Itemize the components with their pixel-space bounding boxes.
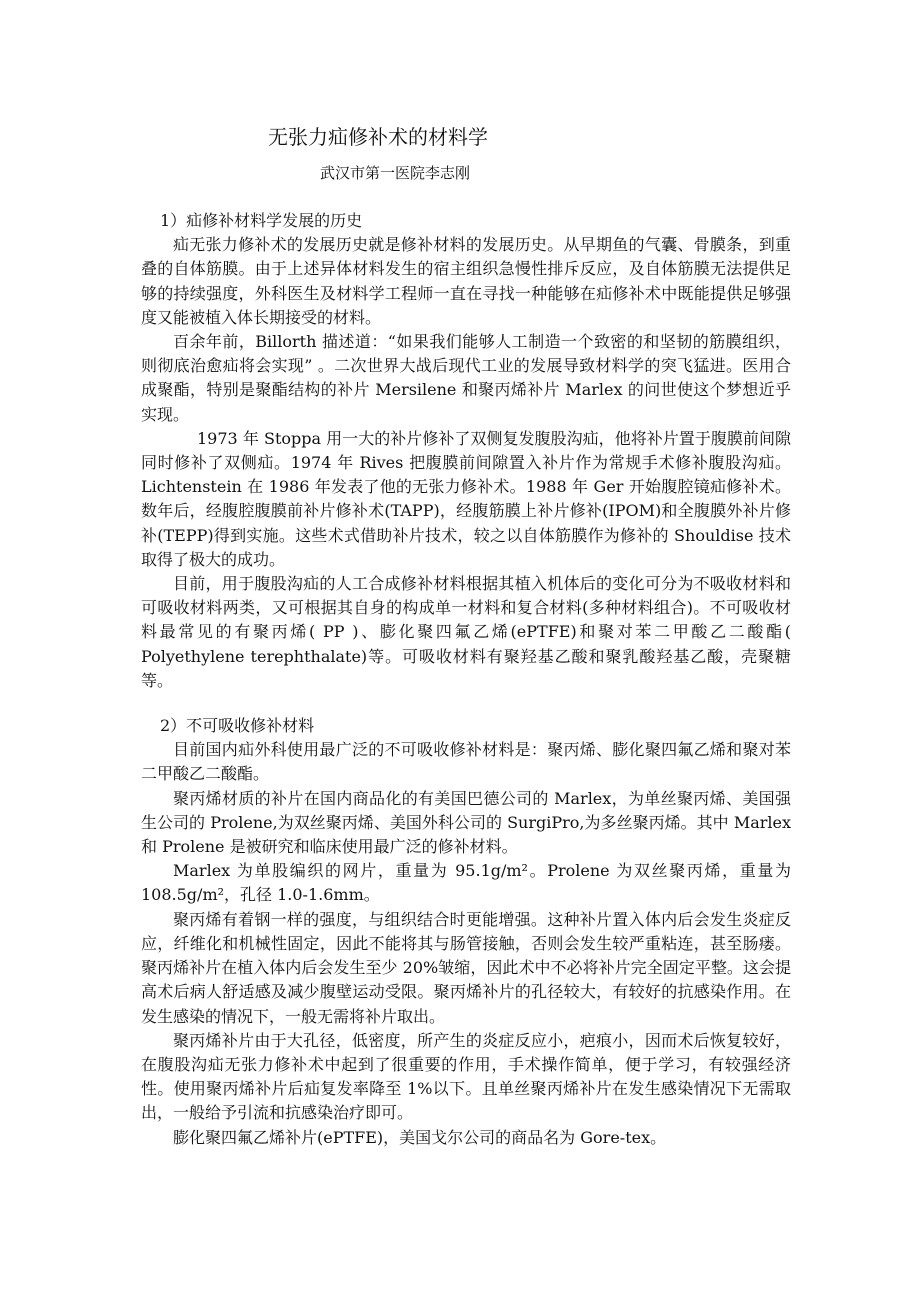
paragraph: 百余年前，Billorth 描述道：“如果我们能够人工制造一个致密的和坚韧的筋膜组织，则彻底治愈疝将会实现” 。二次世界大战后现代工业的发展导致材料学的突飞猛进。医用合成聚酯，特别是聚酯结构的补片 Mersilene 和聚丙烯补片 Marlex 的问世使这个梦想近乎实现。 (141, 332, 791, 424)
paragraph: 聚丙烯补片由于大孔径，低密度，所产生的炎症反应小，疤痕小，因而术后恢复较好，在腹股沟疝无张力修补术中起到了很重要的作用，手术操作简单，便于学习，有较强经济性。使用聚丙烯补片后疝复发率降至 1%以下。且单丝聚丙烯补片在发生感染情况下无需取出，一般给予引流和抗感染治疗即可。 (141, 1030, 791, 1123)
paragraph: 聚丙烯有着钢一样的强度，与组织结合时更能增强。这种补片置入体内后会发生炎症反应，纤维化和机械性固定，因此不能将其与肠管接触，否则会发生较严重粘连，甚至肠瘘。聚丙烯补片在植入体内后会发生至少 20%皱缩，因此术中不必将补片完全固定平整。这会提高术后病人舒适感及减少腹壁运动受限。聚丙烯补片的孔径较大，有较好的抗感染作用。在发生感染的情况下，一般无需将补片取出。 (141, 909, 791, 1026)
paragraph: 疝无张力修补术的发展历史就是修补材料的发展历史。从早期鱼的气囊、骨膜条，到重叠的自体筋膜。由于上述异体材料发生的宿主组织急慢性排斥反应，及自体筋膜无法提供足够的持续强度，外科医生及材料学工程师一直在寻找一种能够在疝修补术中既能提供足够强度又能被植入体长期接受的材料。 (141, 235, 791, 327)
paragraph: 目前国内疝外科使用最广泛的不可吸收修补材料是：聚丙烯、膨化聚四氟乙烯和聚对苯二甲酸乙二酸酯。 (141, 740, 791, 784)
paragraph: Marlex 为单股编织的网片，重量为 95.1g/m²。Prolene 为双丝聚丙烯，重量为 108.5g/m²，孔径 1.0-1.6mm。 (141, 861, 791, 905)
document-body (141, 209, 791, 1150)
section-1-heading: 1）疝修补材料学发展的历史 (160, 211, 363, 230)
author-line: 武汉市第一医院李志刚 (320, 164, 471, 182)
paragraph: 1973 年 Stoppa 用一大的补片修补了双侧复发腹股沟疝，他将补片置于腹膜前间隙同时修补了双侧疝。1974 年 Rives 把腹膜前间隙置入补片作为常规手术修补腹股沟疝。Lichtenstein 在 1986 年发表了他的无张力修补术。1988 年 Ger 开始腹腔镜疝修补术。数年后，经腹腔腹膜前补片修补术(TAPP)，经腹筋膜上补片修补(IPOM)和全腹膜外补片修补(TEPP)得到实施。这些术式借助补片技术，较之以自体筋膜作为修补的 Shouldise 技术取得了极大的成功。 (141, 428, 791, 569)
paragraph: 目前，用于腹股沟疝的人工合成修补材料根据其植入机体后的变化可分为不吸收材料和可吸收材料两类，又可根据其自身的构成单一材料和复合材料(多种材料组合)。不可吸收材料最常见的有聚丙烯( PP )、膨化聚四氟乙烯(ePTFE)和聚对苯二甲酸乙二酸酯( Polyethylene terephthalate)等。可吸收材料有聚羟基乙酸和聚乳酸羟基乙酸，壳聚糖等。 (141, 574, 791, 690)
document-title: 无张力疝修补术的材料学 (268, 125, 488, 149)
section-gap (141, 693, 791, 714)
section-2-heading: 2）不可吸收修补材料 (160, 716, 315, 736)
paragraph: 膨化聚四氟乙烯补片(ePTFE)，美国戈尔公司的商品名为 Gore-tex。 (173, 1127, 667, 1147)
paragraph: 聚丙烯材质的补片在国内商品化的有美国巴德公司的 Marlex，为单丝聚丙烯、美国强生公司的 Prolene,为双丝聚丙烯、美国外科公司的 SurgiPro,为多丝聚丙烯。其中 Marlex 和 Prolene 是被研究和临床使用最广泛的修补材料。 (141, 788, 791, 857)
